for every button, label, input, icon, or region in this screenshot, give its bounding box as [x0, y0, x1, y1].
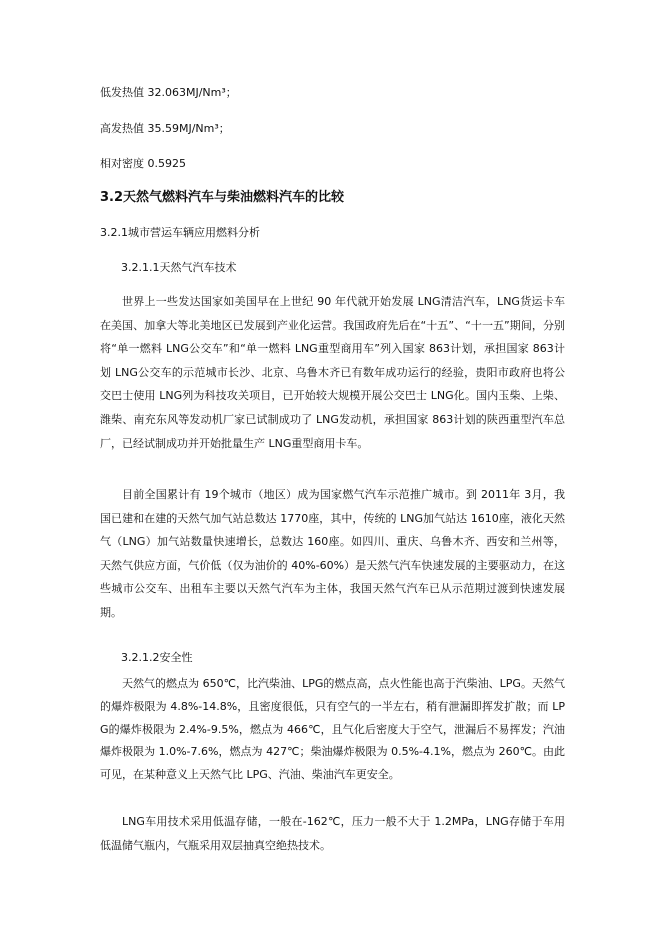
section-heading: 3.2天然气燃料汽车与柴油燃料汽车的比较 — [100, 190, 345, 205]
paragraph-demo-cities: 目前全国累计有 19个城市（地区）成为国家燃气汽车示范推广城市。到 2011年 3月，我国已建和在建的天然气加气站总数达 1770座，其中，传统的 LNG加气站达 1610座，液化天然气（LNG）加气站数量快速增长，总数达 160座。如四川、重庆、乌鲁木齐、西安和兰州等，天然气供应方面，气价低（仅为油价的 40%-60%）是天然气汽车快速发展的主要驱动力，在这些城市公交车、出租车主要以天然气汽车为主体，我国天然气汽车已从示范期过渡到快速发展期。 — [100, 488, 565, 619]
sub-subsection-heading-tech: 3.2.1.1天然气汽车技术 — [121, 261, 237, 274]
paragraph-lng-development: 世界上一些发达国家如美国早在上世纪 90 年代就开始发展 LNG清洁汽车，LNG货运卡车在美国、加拿大等北美地区已发展到产业化运营。我国政府先后在“十五”、“十一五”期间，分别将“单一燃料 LNG公交车”和“单一燃料 LNG重型商用车”列入国家 863计划，承担国家 863计划 LNG公交车的示范城市长沙、北京、乌鲁木齐已有数年成功运行的经验，贵阳市政府也将公交巴士使用 LNG列为科技攻关项目，已开始较大规模开展公交巴士 LNG化。国内玉柴、上柴、潍柴、南充东风等发动机厂家已试制成功了 LNG发动机，承担国家 863计划的陕西重型汽车总厂，已经试制成功并开始批量生产 LNG重型商用卡车。 — [100, 295, 565, 450]
paragraph-lng-storage: LNG车用技术采用低温存储，一般在-162℃，压力一般不大于 1.2MPa，LNG存储于车用低温储气瓶内，气瓶采用双层抽真空绝热技术。 — [100, 815, 565, 852]
relative-density: 相对密度 0.5925 — [100, 157, 186, 170]
sub-subsection-heading-safety: 3.2.1.2安全性 — [121, 651, 193, 664]
low-heat-value: 低发热值 32.063MJ/Nm³； — [100, 86, 237, 99]
subsection-heading: 3.2.1城市营运车辆应用燃料分析 — [100, 226, 260, 239]
paragraph-safety: 天然气的燃点为 650℃，比汽柴油、LPG的燃点高，点火性能也高于汽柴油、LPG。天然气的爆炸极限为 4.8%-14.8%，且密度很低，只有空气的一半左右，稍有泄漏即挥发扩散；而 LPG的爆炸极限为 2.4%-9.5%，燃点为 466℃，且气化后密度大于空气，泄漏后不易挥发；汽油爆炸极限为 1.0%-7.6%，燃点为 427℃；柴油爆炸极限为 0.5%-4.1%，燃点为 260℃。由此可见，在某种意义上天然气比 LPG、汽油、柴油汽车更安全。 — [100, 677, 565, 782]
high-heat-value: 高发热值 35.59MJ/Nm³； — [100, 122, 230, 135]
